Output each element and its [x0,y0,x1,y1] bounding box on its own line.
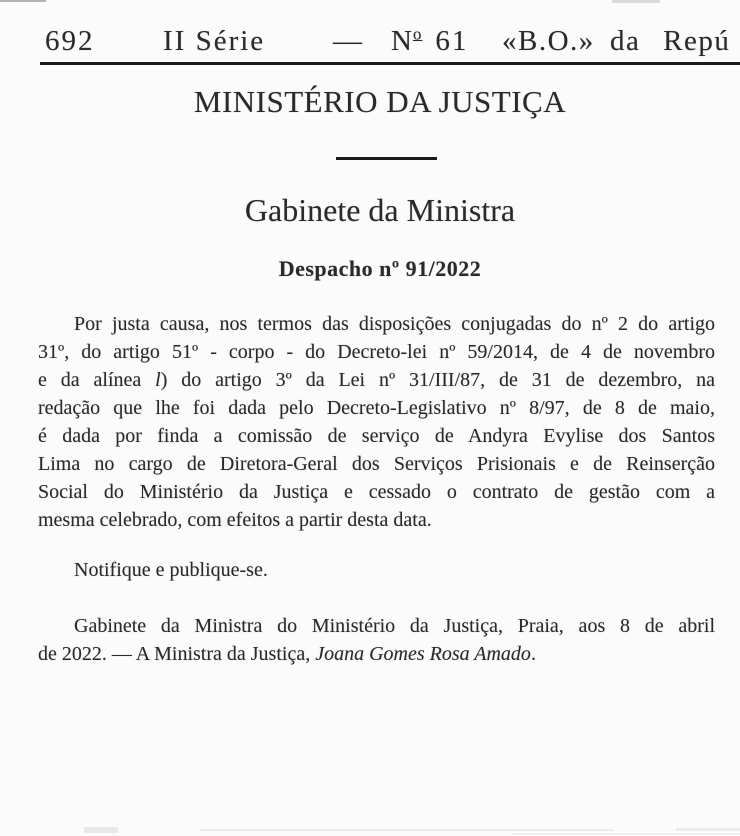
text-segment: de 2022. — A Ministra da Justiça, [38,643,316,665]
text-segment: . [530,643,536,665]
signoff-line [38,612,715,640]
text-segment: mesma celebrado, com efeitos a partir desta data. [38,509,432,531]
issue-ordinal-indicator: o [412,24,423,44]
scan-artifact [200,829,614,831]
scan-artifact [612,0,660,3]
dispatch-title: Despacho nº 91/2022 [278,256,482,281]
text-segment: Joana Gomes Rosa Amado [315,643,531,665]
bulletin-abbreviation: «B.O.» [502,25,595,57]
issue-number [391,24,468,58]
body-line [38,366,715,394]
body-line [38,394,715,422]
text-segment: Por justa causa, nos termos das disposições conjugadas do nº 2 do artigo [74,313,715,335]
body-line [38,338,715,366]
bulletin-title-tail: da Repú [610,25,731,57]
body-line [38,506,715,534]
header-separator: — [333,25,363,57]
body-line [38,478,715,506]
text-segment: ) do artigo 3º da Lei nº 31/III/87, de 31 de dezembro, na [160,369,715,391]
issue-prefix: N [391,25,413,57]
body-line [38,450,715,478]
issue-value: 61 [435,25,469,57]
ministry-title: MINISTÉRIO DA JUSTIÇA [193,84,567,119]
scan-artifact [512,833,740,835]
dispatch-body-paragraph [38,310,715,534]
section-divider-rule [336,157,437,160]
text-segment: Gabinete da Ministra do Ministério da Justiça, Praia, aos 8 de abril [74,615,715,637]
series-label: II Série [163,25,266,57]
header-rule [40,62,740,65]
signoff-paragraph [38,612,715,668]
text-segment: e da alínea [38,369,156,391]
text-segment: 31º, do artigo 51º - corpo - do Decreto-lei nº 59/2014, de 4 de novembro [38,341,715,363]
text-segment: l [155,369,161,391]
office-title: Gabinete da Ministra [244,192,516,228]
text-segment: redação que lhe foi dada pelo Decreto-Legislativo nº 8/97, de 8 de maio, [38,397,715,419]
text-segment: Social do Ministério da Justiça e cessado o contrato de gestão com a [38,481,715,503]
page-number: 692 [45,25,95,57]
text-segment: é dada por finda a comissão de serviço de Andyra Evylise dos Santos [38,425,715,447]
page-header [0,24,740,60]
scan-artifact [0,0,46,2]
body-line [38,422,715,450]
text-segment: Lima no cargo de Diretora-Geral dos Serviços Prisionais e de Reinserção [38,453,715,475]
body-line [38,310,715,338]
scan-artifact [84,827,118,833]
signoff-line [38,640,715,668]
notification-line: Notifique e publique-se. [74,559,268,581]
scan-artifact [676,828,740,831]
